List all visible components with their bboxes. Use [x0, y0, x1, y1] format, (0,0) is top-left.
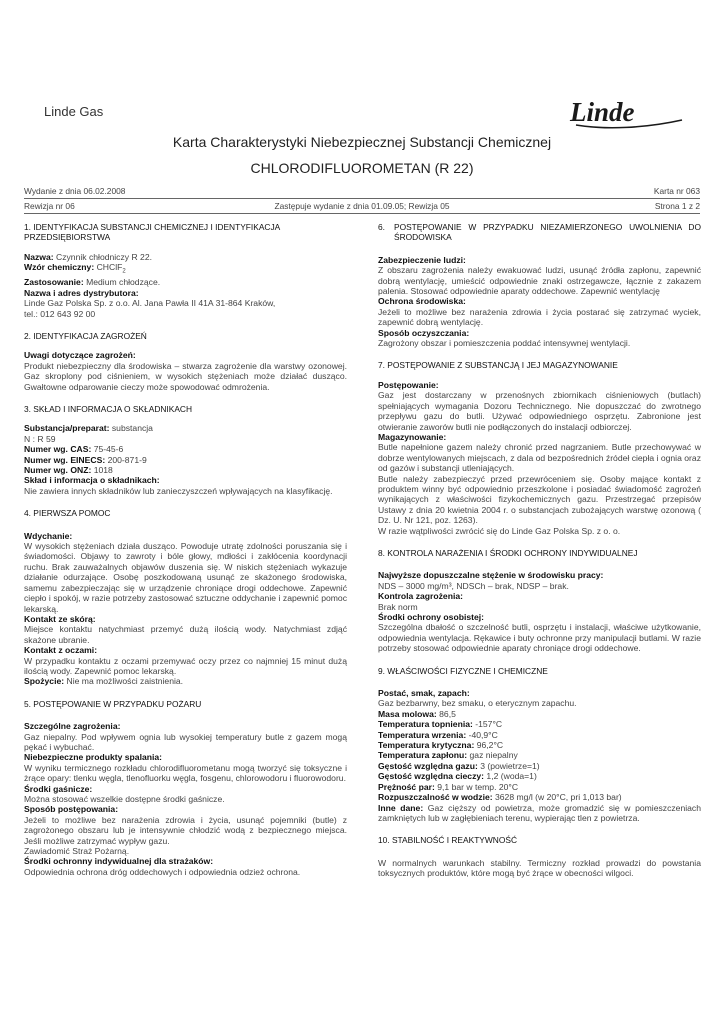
field-value: gaz niepalny: [469, 750, 518, 761]
field-label: Zabezpieczenie ludzi:: [378, 254, 466, 265]
field-text: W wysokich stężeniach działa dusząco. Powoduje utratę zdolności poruszania się i świadomości. Objawy to zawroty i bóle głowy, mdłości i zakłócenia koordynacji ruchu. Brak zauważalnych objawów duszenia się. W niskich stężeniach wykazuje działanie odurzające. Osobę poszkodowaną usunąć ze skażonego środowiska, samemu zabezpieczając się w urządzenie chroniące drogi oddechowe. Zapewnić ciepło i spokój, w razie potrzeby zastosować sztuczne oddychanie i zapewnić pomoc lekarską.: [24, 541, 347, 614]
field-label: Szczególne zagrożenia:: [24, 721, 121, 732]
field-value: 3 (powietrze=1): [480, 760, 540, 771]
field-label: Temperatura topnienia:: [378, 719, 473, 730]
field-value: -40,9°C: [468, 729, 498, 740]
right-column: [378, 222, 701, 891]
card-number: Karta nr 063: [653, 186, 700, 196]
field-label: Niebezpieczne produkty spalania:: [24, 752, 163, 763]
field-label: Środki gaśnicze:: [24, 783, 93, 794]
distributor-address: Linde Gaz Polska Sp. z o.o. Al. Jana Pawła II 41A 31-864 Kraków,: [24, 298, 276, 309]
section-9: [378, 666, 701, 824]
section-2: [24, 331, 347, 392]
section-5: [24, 699, 347, 878]
field-label: Najwyższe dopuszczalne stężenie w środowisku pracy:: [378, 570, 604, 581]
issue-date: Wydanie z dnia 06.02.2008: [24, 186, 126, 196]
field-text: Z obszaru zagrożenia należy ewakuować ludzi, usunąć źródła zapłonu, zapewnić dobrą wentylację, umieścić odpowiednie znaki ostrzegawcze, łącznie z zakazem palenia. Stosować odpowiednie aparaty oddechowe. Zapewnić wentylację: [378, 265, 701, 297]
field-value: -157°C: [475, 719, 503, 730]
meta-divider-top: [24, 198, 700, 199]
field-label: Magazynowanie:: [378, 431, 447, 442]
field-value: 9,1 bar w temp. 20°C: [437, 781, 519, 792]
field-value: 1,2 (woda=1): [486, 771, 537, 782]
field-text: Nie zawiera innych składników lub zanieczyszczeń wpływających na klasyfikację.: [24, 485, 333, 496]
field-label: Kontrola zagrożenia:: [378, 591, 463, 602]
field-text: Gaz niepalny. Pod wpływem ognia lub wysokiej temperatury butle z gazem mogą pękać i wybuchać.: [24, 731, 347, 752]
field-label: Postępowanie:: [378, 379, 439, 390]
field-text: W przypadku kontaktu z oczami przemywać oczy przez co najmniej 15 minut dużą ilością wody. Zapewnić pomoc lekarską.: [24, 655, 347, 676]
field-text: Gaz jest dostarczany w przenośnych zbiornikach ciśnieniowych (butlach) spełniających wymagania Dozoru Technicznego. Nie dopuszczać do zwrotnego przepływu gazu do butli. Używać odpowiedniego osprzętu. Zabronione jest otwieranie zaworów butli nie podłączonych do instalacji odbiorczej.: [378, 390, 701, 432]
field-text: Miejsce kontaktu natychmiast przemyć dużą ilością wody. Natychmiast zdjąć skażone ubranie.: [24, 624, 347, 645]
field-text: NDS – 3000 mg/m³, NDSCh – brak, NDSP – brak.: [378, 580, 569, 591]
field-label: Uwagi dotyczące zagrożeń:: [24, 350, 136, 361]
section-title: POSTĘPOWANIE W PRZYPADKU NIEZAMIERZONEGO UWOLNIENIA DO ŚRODOWISKA: [394, 222, 701, 243]
field-label: Sposób oczyszczania:: [378, 327, 470, 338]
section-3: [24, 404, 347, 496]
linde-logo: [566, 94, 684, 132]
formula-subscript: 2: [122, 268, 126, 275]
section-heading: [378, 222, 701, 243]
field-label: Nazwa:: [24, 251, 54, 262]
left-column: [24, 222, 347, 889]
company-name: Linde Gas: [44, 104, 104, 119]
field-label: Nazwa i adres dystrybutora:: [24, 287, 139, 298]
section-heading: 4. PIERWSZA POMOC: [24, 508, 111, 519]
field-value: 200-871-9: [107, 454, 147, 465]
field-text: Butle napełnione gazem należy chronić przed nagrzaniem. Butle przechowywać w dobrze wentylowanych miejscach, z dala od bezpośrednich źródeł ciepła i ognia oraz od gazów i substancji utleniających.: [378, 442, 701, 474]
field-text: Można stosować wszelkie dostępne środki gaśnicze.: [24, 794, 225, 804]
field-label: Inne dane:: [378, 802, 424, 813]
field-label: Prężność par:: [378, 781, 435, 792]
field-text: Butle należy zabezpieczyć przed przewróceniem się. Osoby mające kontakt z produktem winny być odpowiednio przeszkolone i posiadać świadomość zagrożeń wynikających z właściwości fizykochemicznych gazu. Przestrzegać przepisów Ustawy z dnia 20 kwietnia 2004 r. o substancjach zubożających warstwę ozonową ( Dz. U. Nr 121, poz. 1263).: [378, 473, 701, 526]
field-text: W normalnych warunkach stabilny. Termiczny rozkład prowadzi do powstania toksycznych produktów, które mogą być żrące w obecności wilgoci.: [378, 857, 701, 879]
field-label: Sposób postępowania:: [24, 804, 119, 815]
revision-number: Rewizja nr 06: [24, 201, 75, 211]
field-value: 86,5: [439, 708, 456, 719]
section-heading: 9. WŁAŚCIWOŚCI FIZYCZNE I CHEMICZNE: [378, 665, 548, 676]
field-text: Szczególna dbałość o szczelność butli, osprzętu i instalacji, właściwe użytkowanie, odpowiednia wentylacja. Rękawice i buty ochronne przy manipulacji butlami. W razie potrzeby stosować odpowiednie aparaty chroniące drogi oddechowe.: [378, 622, 701, 654]
field-value: 96,2°C: [476, 740, 504, 751]
field-label: Kontakt ze skórą:: [24, 613, 96, 624]
field-text: Jeżeli to możliwe bez narażenia zdrowia i życia, usunąć pojemniki (butle) z zagrożonego obszaru lub je intensywnie chłodzić wodą z bezpiecznego miejsca. Jeśli możliwe zatrzymać wypływ gazu.: [24, 814, 347, 846]
field-label: Zastosowanie:: [24, 277, 84, 288]
section-heading: 3. SKŁAD I INFORMACJA O SKŁADNIKACH: [24, 404, 193, 414]
field-label: Spożycie:: [24, 676, 65, 687]
field-label: Temperatura wrzenia:: [378, 729, 467, 740]
field-text: Brak norm: [378, 601, 418, 612]
field-text: Jeżeli to możliwe bez narażenia zdrowia i życia postarać się zatrzymać wyciek, zapewnić dobrą wentylację.: [378, 306, 701, 328]
field-value: 75-45-6: [93, 444, 124, 455]
field-label: Skład i informacja o składnikach:: [24, 475, 160, 486]
section-heading: 7. POSTĘPOWANIE Z SUBSTANCJĄ I JEJ MAGAZYNOWANIE: [378, 360, 618, 371]
distributor-phone: tel.: 012 643 92 00: [24, 308, 96, 319]
field-label: Środki ochronny indywidualnej dla strażaków:: [24, 856, 214, 867]
field-label: Temperatura zapłonu:: [378, 750, 468, 761]
replaces-info: Zastępuje wydanie z dnia 01.09.05; Rewizja 05: [274, 201, 450, 211]
field-text: Zagrożony obszar i pomieszczenia poddać intensywnej wentylacji.: [378, 338, 631, 349]
field-label: Gęstość względna gazu:: [378, 760, 478, 771]
section-heading: 1. IDENTYFIKACJA SUBSTANCJI CHEMICZNEJ I IDENTYFIKACJA PRZEDSIĘBIORSTWA: [24, 222, 280, 243]
field-value: Czynnik chłodniczy R 22.: [56, 251, 153, 262]
field-text: W razie wątpliwości zwrócić się do Linde Gaz Polska Sp. z o. o.: [378, 525, 621, 536]
classification-line: N : R 59: [24, 433, 56, 444]
field-label: Masa molowa:: [378, 708, 437, 719]
field-text: Zawiadomić Straż Pożarną.: [24, 846, 130, 857]
page-number: Strona 1 z 2: [654, 201, 700, 211]
field-label-colon: :: [69, 530, 73, 541]
section-heading: 8. KONTROLA NARAŻENIA I ŚRODKI OCHRONY INDYWIDUALNEJ: [378, 547, 638, 558]
meta-divider-bottom: [24, 213, 700, 214]
section-heading: 5. POSTĘPOWANIE W PRZYPADKU POŻARU: [24, 698, 202, 709]
field-label: Środki ochrony osobistej:: [378, 612, 485, 622]
field-value: Medium chłodzące.: [86, 277, 161, 288]
section-heading: 2. IDENTYFIKACJA ZAGROŻEŃ: [24, 330, 147, 341]
field-label: Ochrona środowiska:: [378, 296, 466, 307]
field-value: CHClF: [96, 262, 123, 273]
field-label: Wdychanie: [24, 530, 70, 541]
field-value: 3628 mg/l (w 20°C, pri 1,013 bar): [495, 792, 622, 803]
linde-logo-text: Linde: [570, 97, 635, 127]
field-value: Nie ma możliwości zaistnienia.: [66, 676, 184, 687]
field-value: Gaz cięższy od powietrza, może gromadzić się w pomieszczeniach zamkniętych lub w zagłębieniach terenu, wypierając tlen z powietrza.: [378, 802, 701, 823]
section-8: [378, 548, 701, 654]
field-text: Produkt niebezpieczny dla środowiska – stwarza zagrożenie dla warstwy ozonowej. Gaz skroplony pod ciśnieniem, w wysokich stężeniach może działać dusząco. Gwałtowne odparowanie cieczy może spowodować odmrożenia.: [24, 360, 347, 392]
field-text: Gaz bezbarwny, bez smaku, o eterycznym zapachu.: [378, 698, 577, 709]
field-label: Substancja/preparat:: [24, 423, 110, 434]
field-label: Wzór chemiczny:: [24, 262, 95, 273]
field-value: substancja: [111, 423, 153, 434]
section-4: [24, 508, 347, 687]
field-value: 1018: [93, 465, 113, 476]
field-label: Kontakt z oczami:: [24, 645, 98, 656]
field-label: Rozpuszczalność w wodzie:: [378, 792, 493, 803]
section-1: [24, 222, 347, 319]
section-6: [378, 222, 701, 348]
field-label: Gęstość względna cieczy:: [378, 771, 485, 782]
field-label: Numer wg. ONZ:: [24, 465, 92, 476]
field-label: Temperatura krytyczna:: [378, 740, 475, 751]
field-text: W wyniku termicznego rozkładu chlorodifluorometanu mogą tworzyć się toksyczne i żrące opary: tlenku węgla, tlenofluorku węgla, fosgenu, chlorowodoru i fluorowodoru.: [24, 762, 347, 784]
field-label: Numer wg. EINECS:: [24, 454, 106, 465]
section-10: [378, 835, 701, 878]
field-text: Odpowiednia ochrona dróg oddechowych i odpowiednia odzież ochrona.: [24, 866, 301, 877]
field-label: Numer wg. CAS:: [24, 444, 92, 455]
section-number: 6.: [378, 222, 385, 232]
section-heading: 10. STABILNOŚĆ I REAKTYWNOŚĆ: [378, 835, 517, 846]
substance-title: CHLORODIFLUOROMETAN (R 22): [250, 160, 474, 176]
document-title: Karta Charakterystyki Niebezpiecznej Substancji Chemicznej: [172, 134, 552, 150]
field-label: Postać, smak, zapach:: [378, 688, 470, 699]
section-7: [378, 360, 701, 536]
